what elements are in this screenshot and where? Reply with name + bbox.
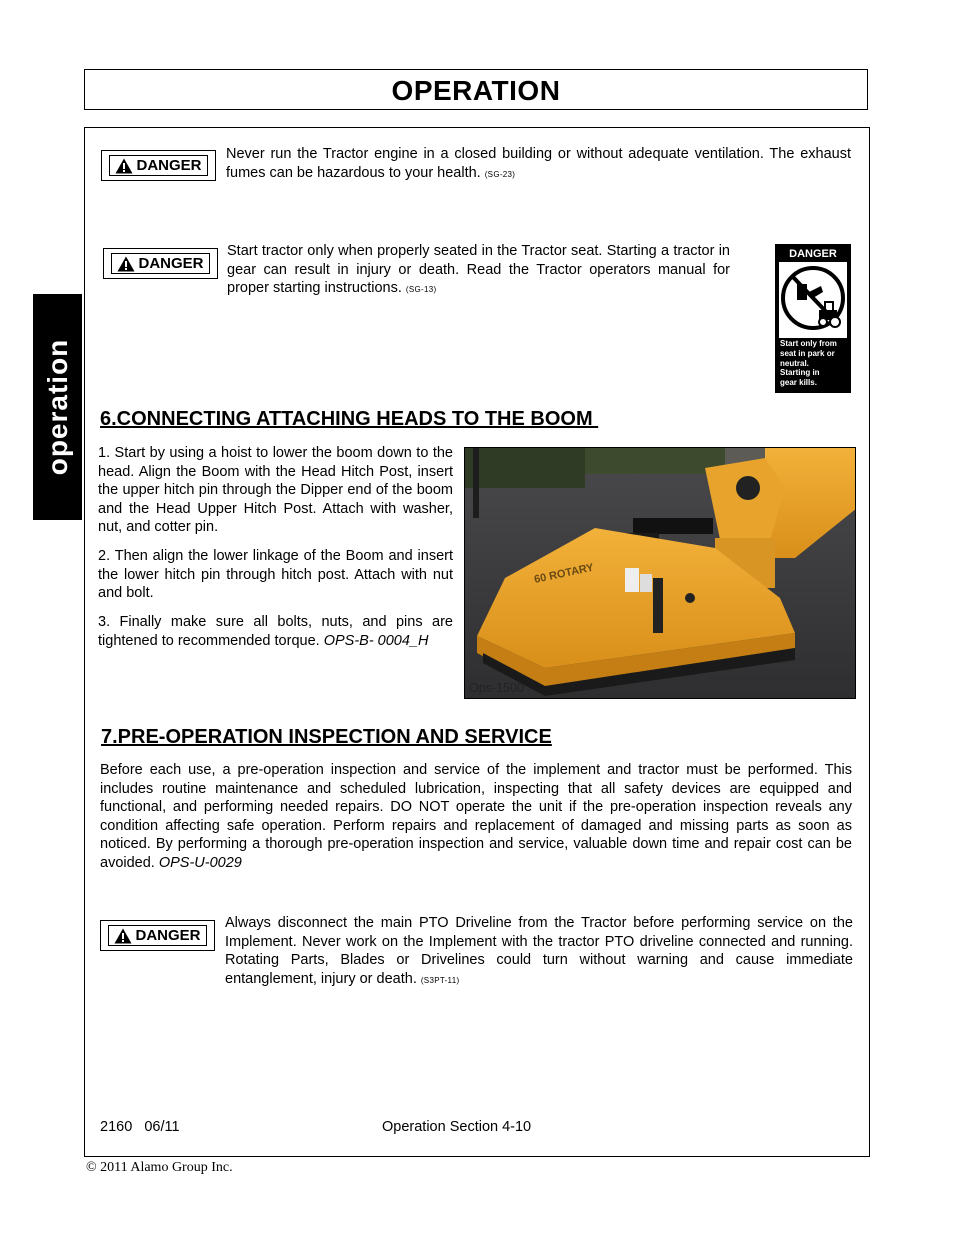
danger-badge	[100, 920, 215, 951]
section-7-heading: 7.PRE-OPERATION INSPECTION AND SERVICE	[101, 726, 552, 748]
decal-line: Starting in	[780, 368, 820, 378]
section-7-body	[100, 761, 852, 873]
photo-caption: Ops-1500	[469, 681, 524, 695]
warning-body: Never run the Tractor engine in a closed building or without adequate ventilation. The exhaust fumes can be hazardous to your health.	[226, 146, 851, 181]
warning-code: (SG-23)	[484, 169, 516, 179]
step-ref-code: OPS-B- 0004_H	[323, 632, 429, 649]
warning-code: (SG-13)	[405, 285, 437, 295]
danger-badge-label: DANGER	[136, 157, 202, 174]
deck-label: 60 ROTARY	[533, 561, 595, 586]
warning-text-ventilation	[226, 145, 851, 184]
section-7-text: Before each use, a pre-operation inspection and service of the implement and tractor must be performed. This includes routine maintenance and scheduled lubrication, inspecting that all safety devices are equipped and functional, and performing needed repairs. DO NOT operate the unit if the pre-operation inspection reveals any condition affecting safe operation. Perform repairs and replacement of damaged and missing parts as soon as noticed. By performing a thorough pre-operation inspection and service, valuable down time and repair cost can be avoided.	[100, 762, 852, 871]
danger-badge	[103, 248, 218, 279]
warning-text-seated-start	[227, 242, 730, 300]
footer-model-date: 2160 06/11	[100, 1119, 180, 1135]
step-1: 1. Start by using a hoist to lower the boom down to the head. Align the Boom with the Head Hitch Post, insert the upper hitch pin through the Dipper end of the boom and the Head Upper Hitch Post. Attach with washer, nut, and cotter pin.	[98, 445, 453, 536]
section-7-ref-code: OPS-U-0029	[158, 854, 242, 871]
step-3	[98, 613, 453, 650]
warning-triangle-icon	[117, 256, 135, 272]
decal-title: DANGER	[789, 248, 837, 260]
warning-text-pto	[225, 914, 853, 990]
decal-text	[780, 339, 848, 388]
footer-section: Operation Section 4-10	[382, 1119, 532, 1135]
warning-triangle-icon	[115, 158, 133, 174]
warning-triangle-icon	[114, 928, 132, 944]
copyright: © 2011 Alamo Group Inc.	[86, 1160, 233, 1175]
step-2: 2. Then align the lower linkage of the Boom and insert the lower hitch pin through hitch post. Attach with nut and bolt.	[98, 548, 453, 602]
page-title: OPERATION	[391, 75, 561, 106]
decal-line: gear kills.	[780, 378, 817, 388]
warning-body: Start tractor only when properly seated in the Tractor seat. Starting a tractor in gear can result in injury or death. Read the Tractor operators manual for proper starting instructions.	[227, 243, 730, 297]
no-start-in-gear-pictogram-icon	[779, 262, 847, 338]
warning-body: Always disconnect the main PTO Driveline from the Tractor before performing service on the Implement. Never work on the Implement with the tractor PTO driveline connected and running. Rotating Parts, Blades or Drivelines could turn without warning and cause immediate entanglement, injury or death.	[225, 915, 853, 987]
decal-line: seat in park or	[780, 348, 835, 358]
section-side-tab	[33, 294, 82, 520]
warning-code: (S3PT-11)	[420, 975, 460, 985]
danger-badge	[101, 150, 216, 181]
danger-decal	[775, 244, 851, 393]
rotary-mower-image	[465, 448, 856, 699]
decal-line: neutral.	[780, 358, 809, 368]
side-tab-label: operation	[41, 338, 73, 476]
mower-head-photo	[464, 447, 856, 699]
page-header	[84, 69, 868, 110]
step-3-text: 3. Finally make sure all bolts, nuts, and pins are tightened to recommended torque.	[98, 614, 453, 649]
danger-badge-label: DANGER	[135, 927, 201, 944]
section-6-heading: 6.CONNECTING ATTACHING HEADS TO THE BOOM	[100, 408, 599, 430]
danger-badge-label: DANGER	[138, 255, 204, 272]
decal-line: Start only from	[780, 339, 837, 348]
